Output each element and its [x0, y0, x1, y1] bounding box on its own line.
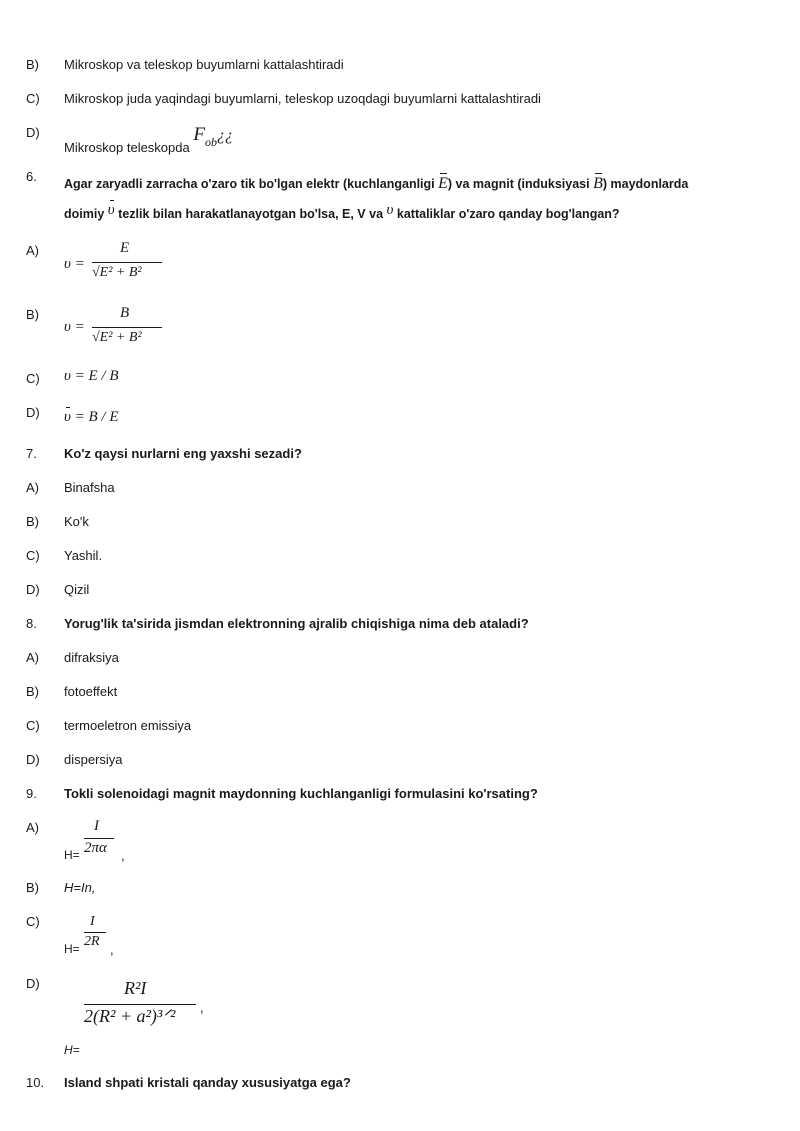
option-text: Binafsha	[64, 480, 115, 495]
option-text: Mikroskop va teleskop buyumlarni kattalashtiradi	[64, 57, 344, 72]
formula-fraction	[64, 912, 154, 958]
question-text: ) maydonlarda	[602, 177, 689, 191]
option-formula: υ = E / B	[64, 368, 119, 384]
fraction-bar	[84, 838, 114, 839]
option-label: A)	[26, 820, 39, 835]
fraction-numerator: B	[120, 305, 130, 321]
option-label: D)	[26, 752, 40, 767]
option-text: termoeletron emissiya	[64, 718, 192, 733]
formula-prefix: H=	[64, 1043, 80, 1057]
formula-prefix: H=	[64, 942, 80, 956]
fraction-numerator: R²I	[124, 978, 147, 998]
question-text: Tokli solenoidagi magnit maydonning kuchlanganligi formulasini ko'rsating?	[64, 786, 538, 801]
formula-fraction	[64, 240, 174, 290]
question-text: tezlik bilan harakatlanayotgan bo'lsa, E, V va	[118, 207, 384, 221]
formula-prefix: H=	[64, 848, 80, 862]
option-label: C)	[26, 914, 40, 929]
formula-suffix: ,	[110, 942, 114, 957]
question-text: Ko'z qaysi nurlarni eng yaxshi sezadi?	[64, 446, 302, 461]
option-label: C)	[26, 371, 40, 386]
question-text: Yorug'lik ta'sirida jismdan elektronning ajralib chiqishiga nima deb ataladi?	[64, 616, 529, 631]
option-label: D)	[26, 405, 40, 420]
symbol-v-vector: υ	[64, 409, 71, 425]
formula-lhs: υ =	[64, 319, 85, 335]
symbol-b-vector: B	[593, 175, 603, 192]
formula-subscript: ob	[204, 135, 217, 149]
question-number: 9.	[26, 786, 37, 801]
option-label: A)	[26, 480, 39, 495]
question-number: 7.	[26, 446, 37, 461]
question-text-line	[64, 175, 764, 193]
formula-fraction	[84, 976, 224, 1032]
fraction-bar	[84, 932, 106, 933]
question-text: Agar zaryadli zarracha o'zaro tik bo'lgan elektr (kuchlanganligi	[64, 177, 435, 191]
option-text: difraksiya	[64, 650, 119, 665]
fraction-numerator: I	[90, 914, 95, 929]
formula-symbol: F	[193, 124, 205, 145]
question-text: kattaliklar o'zaro qanday bog'langan?	[396, 207, 620, 221]
option-text: Mikroskop juda yaqindagi buyumlarni, teleskop uzoqdagi buyumlarni kattalashtiradi	[64, 91, 541, 106]
formula-fraction	[64, 305, 174, 355]
option-label: B)	[26, 57, 39, 72]
fraction-bar	[92, 262, 162, 263]
formula-suffix: ,	[121, 848, 125, 863]
fraction-bar	[92, 327, 162, 328]
option-label: D)	[26, 125, 40, 140]
option-formula-line	[64, 124, 233, 155]
option-text: Ko'k	[64, 514, 89, 529]
option-label: B)	[26, 514, 39, 529]
formula-suffix: ,	[200, 1000, 204, 1015]
option-label: C)	[26, 91, 40, 106]
fraction-numerator: I	[94, 818, 99, 834]
symbol-e-vector: E	[438, 175, 448, 192]
question-number: 10.	[26, 1075, 45, 1090]
formula-fraction	[64, 818, 154, 864]
fraction-denominator: 2πα	[84, 840, 107, 856]
option-label: B)	[26, 880, 39, 895]
formula-lhs: υ =	[64, 256, 85, 272]
option-text: Qizil	[64, 582, 90, 597]
option-text: Mikroskop teleskopda	[64, 140, 190, 155]
option-label: B)	[26, 684, 39, 699]
option-label: D)	[26, 976, 40, 991]
question-text: ) va magnit (induksiyasi	[447, 177, 590, 191]
question-number: 8.	[26, 616, 37, 631]
option-label: A)	[26, 650, 39, 665]
option-label: A)	[26, 243, 39, 258]
option-text: Yashil.	[64, 548, 103, 563]
option-formula	[64, 409, 119, 426]
option-label: C)	[26, 718, 40, 733]
fraction-bar	[84, 1004, 196, 1005]
question-text: Island shpati kristali qanday xususiyatga ega?	[64, 1075, 351, 1090]
symbol-v-vector: υ	[107, 202, 115, 218]
option-label: C)	[26, 548, 40, 563]
formula-tail: ¿¿	[216, 127, 233, 144]
option-label: D)	[26, 582, 40, 597]
symbol-v: υ	[386, 202, 394, 218]
option-text: fotoeffekt	[64, 684, 118, 699]
option-label: B)	[26, 307, 39, 322]
fraction-denominator: 2(R² + a²)³ᐟ²	[84, 1006, 176, 1026]
fraction-denominator: 2R	[84, 934, 100, 949]
fraction-numerator: E	[120, 240, 130, 256]
option-text: dispersiya	[64, 752, 123, 767]
fraction-denominator: √E² + B²	[92, 265, 142, 280]
option-text: H=In,	[64, 880, 96, 895]
question-text-line	[64, 202, 620, 223]
fraction-denominator: √E² + B²	[92, 330, 142, 345]
formula-rest: = B / E	[70, 409, 119, 425]
question-number: 6.	[26, 169, 37, 184]
question-text: doimiy	[64, 207, 105, 221]
